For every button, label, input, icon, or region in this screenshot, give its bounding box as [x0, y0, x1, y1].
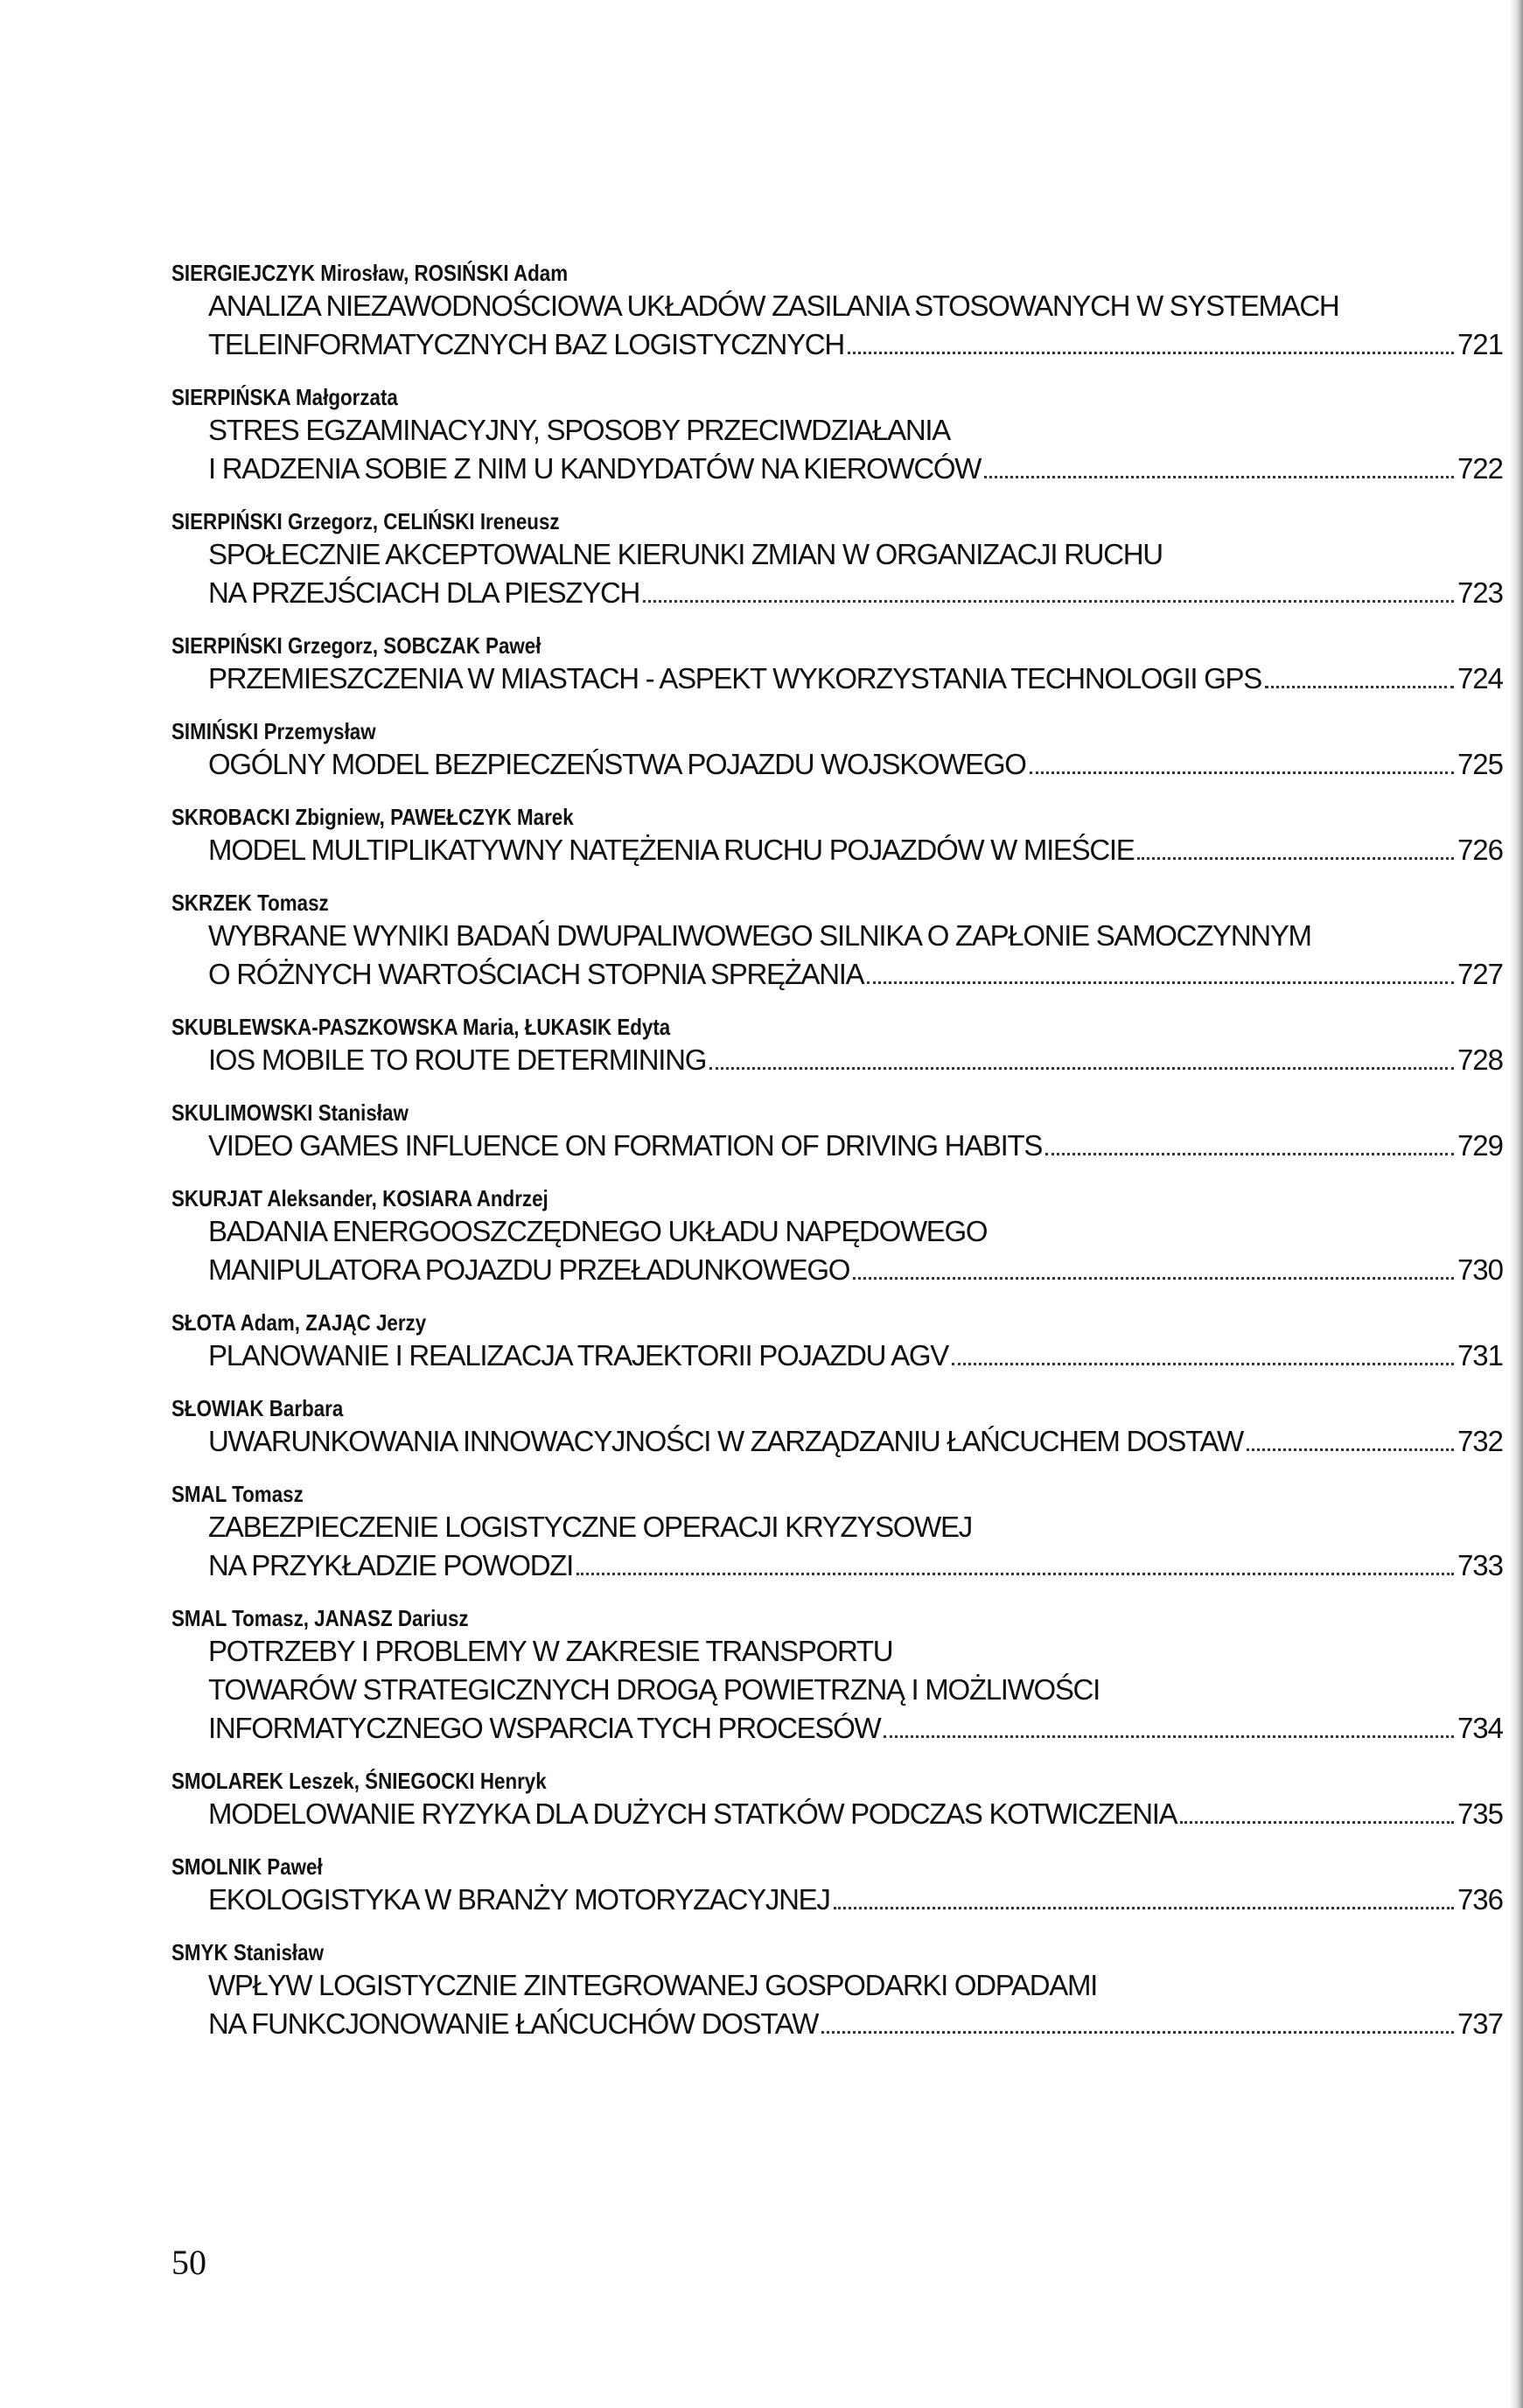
entry-authors: SMOLNIK Paweł: [171, 1853, 323, 1880]
entry-title-text: O RÓŻNYCH WARTOŚCIACH STOPNIA SPRĘŻANIA: [208, 958, 864, 990]
entry-title-line: POTRZEBY I PROBLEMY W ZAKRESIE TRANSPORTU: [208, 1635, 893, 1667]
entry-title-text: OGÓLNY MODEL BEZPIECZEŃSTWA POJAZDU WOJSKOWEGO: [208, 748, 1026, 780]
table-of-contents: [171, 259, 1503, 2063]
entry-title-text: MODEL MULTIPLIKATYWNY NATĘŻENIA RUCHU POJAZDÓW W MIEŚCIE: [208, 834, 1135, 866]
entry-title-text: VIDEO GAMES INFLUENCE ON FORMATION OF DRIVING HABITS: [208, 1129, 1043, 1162]
entry-title-line: [171, 745, 1503, 784]
entry-title-line: [171, 1127, 1503, 1165]
entry-title-text: UWARUNKOWANIA INNOWACYJNOŚCI W ZARZĄDZANIU ŁAŃCUCHEM DOSTAW: [208, 1425, 1243, 1457]
entry-title-line: [171, 1795, 1503, 1833]
entry-page-number: 735: [1457, 1797, 1503, 1830]
entry-authors: SKUBLEWSKA-PASZKOWSKA Maria, ŁUKASIK Edyta: [171, 1014, 671, 1040]
entry-authors: SKRZEK Tomasz: [171, 890, 329, 916]
entry-authors: SKURJAT Aleksander, KOSIARA Andrzej: [171, 1185, 548, 1211]
entry-title-line: [171, 574, 1503, 612]
entry-title-line: WYBRANE WYNIKI BADAŃ DWUPALIWOWEGO SILNIKA O ZAPŁONIE SAMOCZYNNYM: [208, 919, 1311, 952]
entry-page-number: 724: [1457, 662, 1503, 694]
entry-page-number: 734: [1457, 1712, 1503, 1744]
dot-leader: [1030, 771, 1454, 774]
entry-title-text: EKOLOGISTYKA W BRANŻY MOTORYZACYJNEJ: [208, 1883, 830, 1916]
toc-entry: [171, 507, 1503, 612]
entry-title-line: [171, 831, 1503, 869]
dot-leader: [853, 1277, 1454, 1280]
entry-authors: SIERPIŃSKI Grzegorz, CELIŃSKI Ireneusz: [171, 508, 560, 534]
dot-leader: [1137, 857, 1453, 860]
entry-page-number: 736: [1457, 1883, 1503, 1916]
entry-title-line: [171, 1337, 1503, 1375]
dot-leader: [1265, 686, 1454, 688]
dot-leader: [643, 600, 1454, 603]
dot-leader: [848, 352, 1454, 354]
entry-page-number: 737: [1457, 2007, 1503, 2040]
entry-page-number: 722: [1457, 452, 1503, 485]
dot-leader: [952, 1363, 1454, 1365]
entry-title-text: NA FUNKCJONOWANIE ŁAŃCUCHÓW DOSTAW: [208, 2007, 819, 2040]
entry-authors: SMAL Tomasz: [171, 1481, 304, 1507]
entry-page-number: 729: [1457, 1129, 1503, 1162]
entry-title-line: [171, 325, 1503, 364]
entry-title-text: PLANOWANIE I REALIZACJA TRAJEKTORII POJAZDU AGV: [208, 1339, 948, 1372]
entry-title-line: ZABEZPIECZENIE LOGISTYCZNE OPERACJI KRYZYSOWEJ: [208, 1511, 972, 1543]
dot-leader: [1045, 1153, 1454, 1155]
entry-authors: SIERPIŃSKI Grzegorz, SOBCZAK Paweł: [171, 632, 541, 659]
toc-entry: [171, 1604, 1503, 1748]
entry-page-number: 728: [1457, 1043, 1503, 1076]
page-binding-shadow: [1509, 0, 1523, 2408]
entry-authors: SIERGIEJCZYK Mirosław, ROSIŃSKI Adam: [171, 260, 569, 286]
entry-authors: SIERPIŃSKA Małgorzata: [171, 384, 398, 410]
entry-title-line: [171, 955, 1503, 994]
toc-entry: [171, 383, 1503, 488]
entry-authors: SŁOTA Adam, ZAJĄC Jerzy: [171, 1309, 427, 1336]
dot-leader: [884, 1735, 1454, 1738]
toc-entry: [171, 1767, 1503, 1833]
toc-entry: [171, 717, 1503, 784]
toc-entry: [171, 1309, 1503, 1375]
toc-entry: [171, 632, 1503, 698]
entry-page-number: 730: [1457, 1253, 1503, 1286]
entry-title-line: [171, 1546, 1503, 1585]
entry-title-line: [171, 1881, 1503, 1919]
entry-title-text: MANIPULATORA POJAZDU PRZEŁADUNKOWEGO: [208, 1253, 850, 1286]
page-number-footer: 50: [171, 2243, 206, 2282]
entry-authors: SMAL Tomasz, JANASZ Dariusz: [171, 1605, 469, 1631]
entry-authors: SIMIŃSKI Przemysław: [171, 718, 376, 744]
toc-entry: [171, 889, 1503, 994]
entry-title-line: [171, 1251, 1503, 1289]
entry-page-number: 732: [1457, 1425, 1503, 1457]
toc-entry: [171, 1394, 1503, 1461]
entry-authors: SKULIMOWSKI Stanisław: [171, 1099, 409, 1126]
dot-leader: [1180, 1821, 1454, 1824]
entry-title-line: TOWARÓW STRATEGICZNYCH DROGĄ POWIETRZNĄ I MOŻLIWOŚCI: [208, 1673, 1100, 1706]
entry-authors: SKROBACKI Zbigniew, PAWEŁCZYK Marek: [171, 804, 574, 830]
entry-title-text: MODELOWANIE RYZYKA DLA DUŻYCH STATKÓW PODCZAS KOTWICZENIA: [208, 1797, 1177, 1830]
entry-title-line: SPOŁECZNIE AKCEPTOWALNE KIERUNKI ZMIAN W ORGANIZACJI RUCHU: [208, 538, 1163, 570]
entry-title-line: STRES EGZAMINACYJNY, SPOSOBY PRZECIWDZIAŁANIA: [208, 414, 950, 446]
entry-page-number: 725: [1457, 748, 1503, 780]
entry-page-number: 726: [1457, 834, 1503, 866]
entry-title-line: [171, 2005, 1503, 2043]
dot-leader: [709, 1067, 1454, 1070]
entry-page-number: 733: [1457, 1549, 1503, 1581]
entry-title-line: WPŁYW LOGISTYCZNIE ZINTEGROWANEJ GOSPODARKI ODPADAMI: [208, 1969, 1098, 2001]
toc-entry: [171, 1099, 1503, 1165]
entry-title-line: [171, 1709, 1503, 1748]
dot-leader: [867, 981, 1454, 984]
dot-leader: [984, 476, 1454, 478]
entry-title-line: [171, 1041, 1503, 1079]
entry-title-text: PRZEMIESZCZENIA W MIASTACH - ASPEKT WYKORZYSTANIA TECHNOLOGII GPS: [208, 662, 1261, 694]
entry-page-number: 721: [1457, 328, 1503, 360]
entry-page-number: 731: [1457, 1339, 1503, 1372]
toc-entry: [171, 1853, 1503, 1919]
entry-authors: SMYK Stanisław: [171, 1939, 324, 1965]
toc-entry: [171, 1184, 1503, 1289]
entry-title-text: NA PRZEJŚCIACH DLA PIESZYCH: [208, 576, 640, 609]
toc-entry: [171, 1938, 1503, 2043]
dot-leader: [834, 1907, 1454, 1909]
toc-entry: [171, 1013, 1503, 1079]
toc-entry: [171, 1480, 1503, 1585]
entry-title-text: TELEINFORMATYCZNYCH BAZ LOGISTYCZNYCH: [208, 328, 844, 360]
dot-leader: [821, 2031, 1454, 2034]
entry-title-line: [171, 450, 1503, 488]
entry-title-line: BADANIA ENERGOOSZCZĘDNEGO UKŁADU NAPĘDOWEGO: [208, 1215, 988, 1247]
entry-page-number: 723: [1457, 576, 1503, 609]
entry-title-line: ANALIZA NIEZAWODNOŚCIOWA UKŁADÓW ZASILANIA STOSOWANYCH W SYSTEMACH: [208, 290, 1339, 322]
dot-leader: [576, 1573, 1454, 1575]
entry-title-text: IOS MOBILE TO ROUTE DETERMINING: [208, 1043, 707, 1076]
entry-title-text: I RADZENIA SOBIE Z NIM U KANDYDATÓW NA KIEROWCÓW: [208, 452, 982, 485]
toc-entry: [171, 259, 1503, 364]
entry-authors: SŁOWIAK Barbara: [171, 1395, 344, 1421]
entry-title-text: INFORMATYCZNEGO WSPARCIA TYCH PROCESÓW: [208, 1712, 881, 1744]
entry-authors: SMOLAREK Leszek, ŚNIEGOCKI Henryk: [171, 1768, 547, 1794]
toc-entry: [171, 803, 1503, 869]
entry-page-number: 727: [1457, 958, 1503, 990]
entry-title-text: NA PRZYKŁADZIE POWODZI: [208, 1549, 573, 1581]
entry-title-line: [171, 660, 1503, 698]
dot-leader: [1247, 1448, 1454, 1451]
entry-title-line: [171, 1422, 1503, 1461]
